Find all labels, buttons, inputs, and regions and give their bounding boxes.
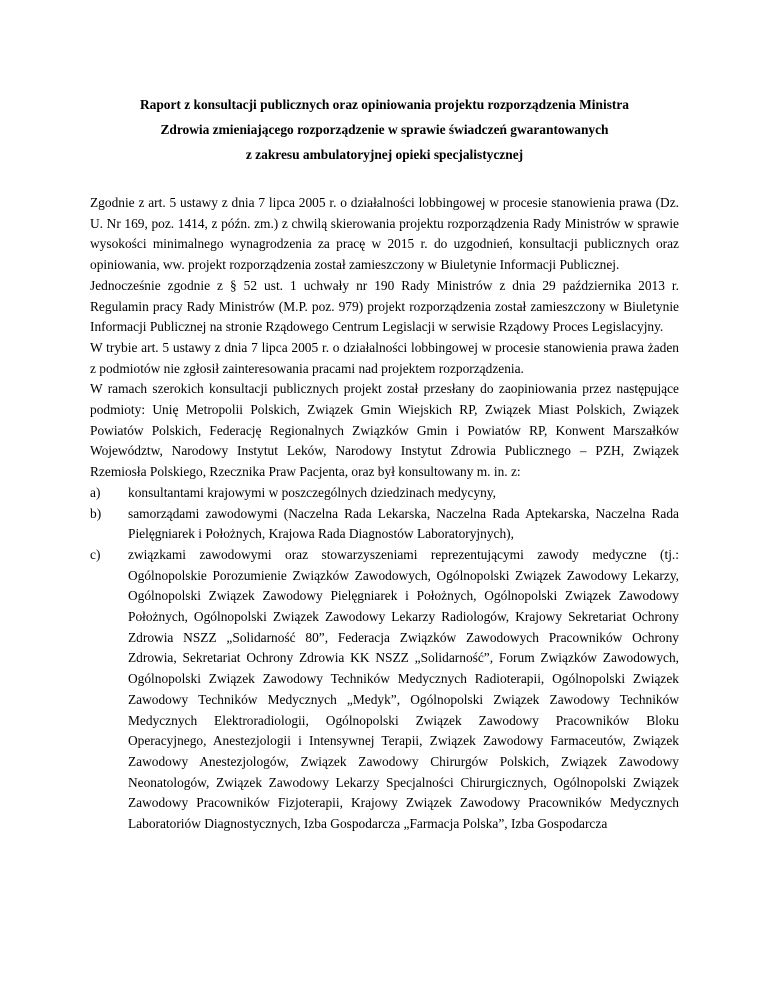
list-item: [90, 504, 679, 545]
title-line-3: z zakresu ambulatoryjnej opieki specjalistycznej: [245, 147, 524, 162]
list-marker: c): [90, 546, 101, 562]
document-title: [90, 92, 679, 167]
paragraph-bip-publication: Jednocześnie zgodnie z § 52 ust. 1 uchwały nr 190 Rady Ministrów z dnia 29 października 2013 r. Regulamin pracy Rady Ministrów (M.P. poz. 979) projekt rozporządzenia został zamieszczony w Biuletynie Informacji Publicznej na stronie Rządowego Centrum Legislacji w serwisie Rządowy Proces Legislacyjny.: [90, 277, 679, 335]
list-item: [90, 483, 679, 504]
list-item-text: związkami zawodowymi oraz stowarzyszeniami reprezentującymi zawody medyczne (tj.: Ogólnopolskie Porozumienie Związków Zawodowych, Ogólnopolski Związek Zawodowy Lekarzy, Ogólnopolski Związek Zawodowy Pielęgniarek i Położnych, Ogólnopolski Związek Zawodowy Położnych, Ogólnopolski Związek Zawodowy Lekarzy Radiologów, Krajowy Sekretariat Ochrony Zdrowia NSZZ „Solidarność 80”, Federacja Związków Zawodowych Pracowników Ochrony Zdrowia, Sekretariat Ochrony Zdrowia KK NSZZ „Solidarność”, Forum Związków Zawodowych, Ogólnopolski Związek Zawodowy Techników Medycznych Radioterapii, Ogólnopolski Związek Zawodowy Techników Medycznych „Medyk”, Ogólnopolski Związek Zawodowy Techników Medycznych Elektroradiologii, Ogólnopolski Związek Zawodowy Pracowników Bloku Operacyjnego, Anestezjologii i Intensywnej Terapii, Związek Zawodowy Farmaceutów, Związek Zawodowy Anestezjologów, Związek Zawodowy Chirurgów Polskich, Związek Zawodowy Neonatologów, Związek Zawodowy Lekarzy Specjalności Chirurgicznych, Ogólnopolski Związek Zawodowy Pracowników Fizjoterapii, Krajowy Związek Zawodowy Pracowników Medycznych Laboratoriów Diagnostycznych, Izba Gospodarcza „Farmacja Polska”, Izba Gospodarcza: [128, 546, 679, 832]
list-item: [90, 545, 679, 835]
document-page: [90, 92, 679, 835]
paragraph-consultations: W ramach szerokich konsultacji publicznych projekt został przesłany do zaopiniowania przez następujące podmioty: Unię Metropolii Polskich, Związek Gmin Wiejskich RP, Związek Miast Polskich, Związek Powiatów Polskich, Federację Regionalnych Związków Gmin i Powiatów RP, Konwent Marszałków Województw, Narodowy Instytut Leków, Narodowy Instytut Zdrowia Publicznego – PZH, Związek Rzemiosła Polskiego, Rzecznika Praw Pacjenta, oraz był konsultowany m. in. z:: [90, 381, 679, 480]
paragraph-no-interest: W trybie art. 5 ustawy z dnia 7 lipca 2005 r. o działalności lobbingowej w procesie stanowienia prawa żaden z podmiotów nie zgłosił zainteresowania pracami nad projektem rozporządzenia.: [90, 339, 679, 376]
consulted-list: [90, 483, 679, 835]
paragraph-lobbying-notice: Zgodnie z art. 5 ustawy z dnia 7 lipca 2005 r. o działalności lobbingowej w procesie stanowienia prawa (Dz. U. Nr 169, poz. 1414, z późn. zm.) z chwilą skierowania projektu rozporządzenia Rady Ministrów w sprawie wysokości minimalnego wynagrodzenia za pracę w 2015 r. do uzgodnień, konsultacji publicznych oraz opiniowania, ww. projekt rozporządzenia został zamieszczony w Biuletynie Informacji Publicznej.: [90, 195, 679, 273]
list-item-text: samorządami zawodowymi (Naczelna Rada Lekarska, Naczelna Rada Aptekarska, Naczelna Rada Pielęgniarek i Położnych, Krajowa Rada Diagnostów Laboratoryjnych),: [128, 505, 679, 542]
title-line-2: Zdrowia zmieniającego rozporządzenie w sprawie świadczeń gwarantowanych: [160, 122, 609, 137]
list-marker: a): [90, 484, 101, 500]
title-line-1: Raport z konsultacji publicznych oraz opiniowania projektu rozporządzenia Ministra: [139, 97, 629, 112]
list-marker: b): [90, 505, 102, 521]
list-item-text: konsultantami krajowymi w poszczególnych dziedzinach medycyny,: [128, 484, 497, 500]
